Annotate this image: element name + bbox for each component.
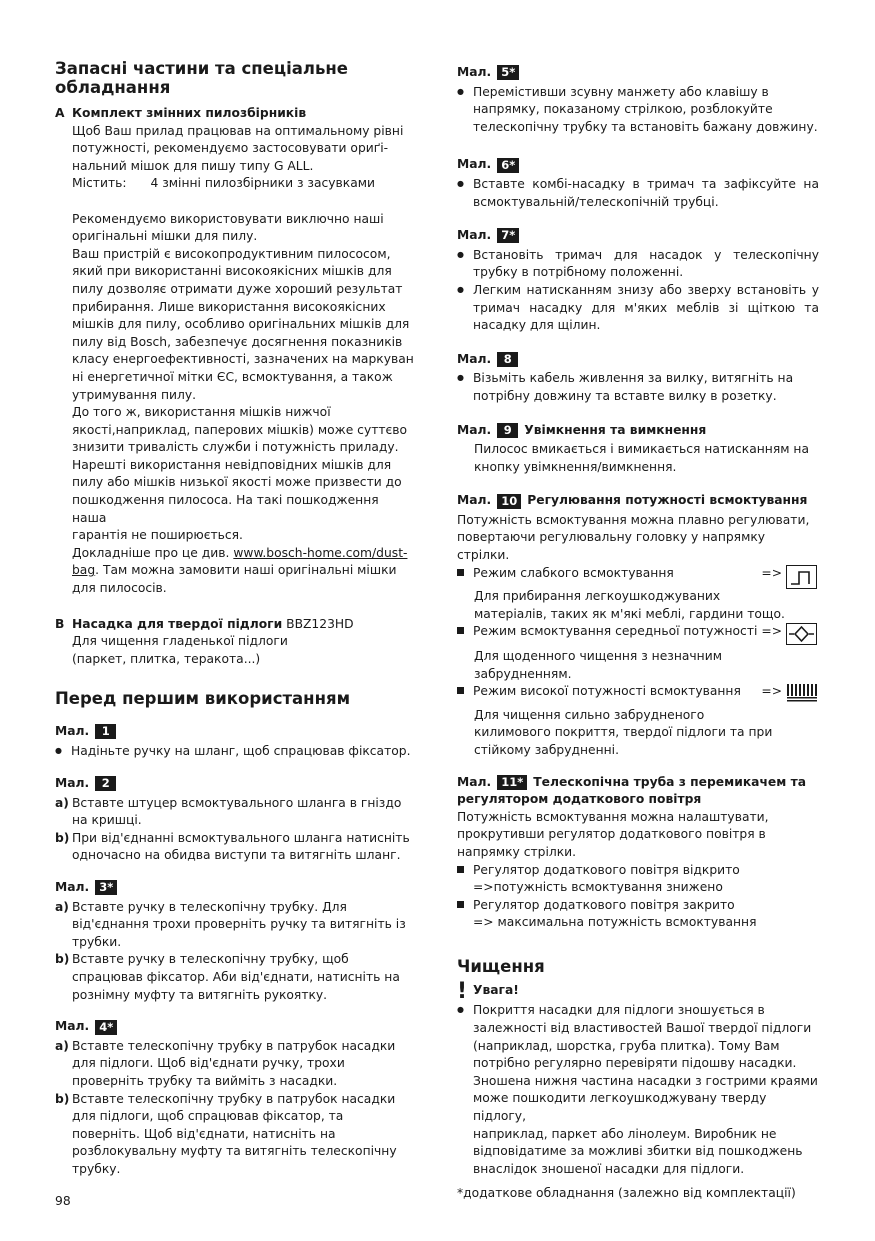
suction-mode-medium [457, 623, 819, 651]
figure-label: Мал. [457, 228, 492, 243]
text-line: для підлоги. Щоб від'єднати ручку, трохи [72, 1056, 345, 1071]
figure-title-cont: регулятором додаткового повітря [457, 792, 702, 807]
text-line: оригінальні мішки для пилу. [72, 229, 258, 244]
text-line: трубки. [72, 934, 122, 949]
text-line: килимового покриття, твердої підлоги та при [474, 725, 773, 740]
figure-label: Мал. [55, 776, 90, 791]
text-line: Нарешті використання невідповідних мішків для [72, 457, 392, 472]
bullet-icon [457, 370, 473, 405]
text-line: прокрутивши регулятор додаткового повітря в [457, 827, 766, 842]
list-item [457, 370, 819, 405]
section-b-marker: B [55, 616, 65, 631]
figure-5-heading [457, 64, 819, 82]
text-line: внаслідок зношеної насадки для підлоги. [473, 1161, 745, 1176]
bullet-icon [55, 743, 71, 762]
figure-title: Увімкнення та вимкнення [524, 422, 707, 437]
warning-title: Увага! [473, 983, 519, 998]
figure-1-heading [55, 723, 415, 741]
square-bullet-icon [457, 897, 473, 932]
bosch-dust-bag-link-cont[interactable]: bag [72, 563, 96, 578]
page-number: 98 [55, 1194, 71, 1208]
mode-description [457, 648, 819, 683]
list-item [55, 1038, 415, 1091]
text-line: Вставте ручку в телескопічну трубку, щоб [72, 952, 349, 967]
sub-marker: b) [55, 1091, 70, 1106]
bosch-dust-bag-link[interactable]: www.bosch-home.com/dust- [233, 545, 408, 560]
text-line: прибирання. Лише використання високоякісних [72, 299, 386, 314]
figure-label: Мал. [457, 774, 492, 789]
text-line: пилу або мішків низької якості може призвести до [72, 475, 402, 490]
text-line: телескопічну трубку та встановіть бажану довжину. [473, 119, 818, 134]
figure-number-badge: 1 [95, 724, 116, 739]
text-line: Перемістивши зсувну манжету або клавішу в [473, 84, 769, 99]
list-item [457, 1002, 819, 1178]
text-line: Пилосос вмикається і вимикається натисканням на [474, 442, 809, 457]
list-item [55, 899, 415, 952]
figure-label: Мал. [457, 65, 492, 79]
mode-name: Режим всмоктування середньої потужності [473, 624, 758, 639]
section-b-heading: Насадка для твердої підлоги [72, 616, 283, 631]
figure-9-heading [457, 422, 819, 440]
text-line: всмоктувальній/телескопічній трубці. [473, 194, 719, 209]
text-line: поверніть. Щоб від'єднати, натисніть на [72, 1126, 336, 1141]
text-line: => максимальна потужність всмоктування [473, 915, 757, 930]
mode-description [457, 588, 819, 623]
figure-6-heading [457, 156, 819, 174]
list-item [457, 84, 819, 137]
figure-11-heading [457, 774, 819, 792]
text-line: Щоб Ваш прилад працював на оптимальному рівні [72, 123, 404, 138]
text-line: Регулятор додаткового повітря закрито [473, 897, 735, 912]
list-item [55, 795, 415, 830]
text-line: від'єднання трохи проверніть ручку та витягніть із [72, 917, 406, 932]
text-line: класу енергоефективності, зазначених на маркуван [72, 352, 414, 367]
section-title-spare-parts: Запасні частини та спеціальне обладнання [55, 59, 348, 97]
square-bullet-icon [457, 623, 473, 641]
text-line: знизити тривалість служби і потужність приладу. [72, 440, 399, 455]
figure-number-badge: 2 [95, 776, 116, 791]
footnote: *додаткове обладнання (залежно від комплектації) [457, 1186, 796, 1200]
text-line: Встановіть тримач для насадок у телескопічну [473, 247, 819, 262]
mode-name: Режим слабкого всмоктування [473, 565, 674, 580]
figure-title: Регулювання потужності всмоктування [527, 493, 808, 508]
figure-label: Мал. [55, 880, 90, 895]
bullet-text: Надіньте ручку на шланг, щоб спрацював фіксатор. [71, 743, 411, 758]
text-line: Візьміть кабель живлення за вилку, витягніть на [473, 371, 794, 386]
text-line: на кришці. [72, 813, 142, 828]
text-line: проверніть трубку та вийміть з насадки. [72, 1074, 338, 1088]
section-b [55, 616, 415, 669]
low-power-icon [786, 565, 819, 595]
text-line: Легким натисканням знизу або зверху встановіть у [473, 282, 819, 297]
text-line: Покриття насадки для підлоги зношується в [473, 1003, 765, 1018]
figure-number-badge: 7* [497, 228, 519, 243]
section-title-first-use: Перед першим використанням [55, 689, 351, 709]
text-line: мішків для пилу, особливо оригінальних мішків для [72, 317, 410, 332]
section-title-cleaning: Чищення [457, 956, 545, 976]
list-item [457, 282, 819, 335]
figure-8-heading [457, 351, 819, 369]
list-item [457, 176, 819, 211]
sub-marker: a) [55, 795, 69, 810]
list-item [457, 897, 819, 932]
text-line: Регулятор додаткового повітря відкрито [473, 862, 740, 877]
text-line: потрібну довжину та вставте вилку в розетку. [473, 388, 777, 403]
section-a-body [72, 211, 415, 598]
text-line: повертаючи регулювальну головку у напрямку [457, 530, 766, 545]
text-line: До того ж, використання мішків нижчої [72, 405, 331, 420]
square-bullet-icon [457, 862, 473, 897]
text-line: насадку для щілин. [473, 318, 601, 333]
list-item [55, 1091, 415, 1179]
text-line: спрацював фіксатор. Аби від'єднати, натисніть на [72, 970, 400, 985]
text-line: =>потужність всмоктування знижено [473, 880, 723, 895]
section-b-model: BBZ123HD [282, 616, 354, 631]
text-line: пилу дозволяє отримати дуже хороший результат [72, 281, 403, 296]
text-fragment: Докладніше про це див. [72, 545, 234, 560]
section-a [55, 105, 415, 598]
text-line: може пошкодити легкоушкоджувану тверду підлогу, [473, 1091, 767, 1123]
figure-number-badge: 9 [497, 423, 518, 438]
figure-number-badge: 10 [497, 494, 521, 509]
text-line: Потужність всмоктування можна налаштувати, [457, 809, 769, 824]
figure-7-heading [457, 227, 819, 245]
text-line: рознімну муфту та витягніть рукоятку. [72, 987, 328, 1002]
text-line: Ваш пристрій є високопродуктивним пилососом, [72, 246, 391, 261]
text-line: для пилососів. [72, 581, 167, 596]
bullet-icon [457, 84, 473, 137]
bullet-icon [457, 247, 473, 282]
text-line: (паркет, плитка, теракота...) [72, 651, 261, 666]
text-line: Вставте телескопічну трубку в патрубок насадки [72, 1091, 396, 1106]
figure-number-badge: 4* [95, 1020, 117, 1035]
sub-marker: a) [55, 1038, 69, 1053]
figure-label: Мал. [55, 723, 90, 738]
text-line: ні енергетичної мітки ЄС, всмоктування, а також [72, 369, 393, 384]
text-fragment: . Там можна замовити наші оригінальні мішки [95, 563, 397, 578]
text-line: Вставте штуцер всмоктувального шланга в гніздо [72, 795, 402, 810]
figure-3-heading [55, 879, 415, 897]
text-line: пилу від Bosch, забезпечує досягнення показників [72, 334, 403, 349]
section-a-heading: Комплект змінних пилозбірників [72, 106, 307, 120]
text-line: напрямку стрілки. [457, 844, 577, 859]
warning-block [457, 979, 819, 1005]
text-line: Для прибирання легкоушкоджуваних [474, 589, 721, 604]
text-line: нальний мішок для пишу типу G ALL. [72, 158, 314, 173]
text-line: одночасно на обидва виступи та витягніть шланг. [72, 848, 401, 863]
text-line: забрудненням. [474, 666, 572, 681]
sub-marker: a) [55, 899, 69, 914]
text-line: наприклад, паркет або лінолеум. Виробник не [473, 1126, 777, 1141]
text-line: Для чищення сильно забрудненого [474, 707, 705, 722]
figure-title: Телескопічна труба з перемикачем та [533, 774, 807, 789]
figure-9-text [457, 441, 819, 476]
section-a-intro [55, 123, 415, 598]
figure-label: Мал. [457, 422, 492, 437]
figure-4-heading [55, 1018, 415, 1036]
text-line: пошкодження пилососа. На такі пошкодження наша [72, 493, 379, 525]
suction-mode-high [457, 683, 819, 709]
list-item [55, 743, 415, 762]
list-item [457, 862, 819, 897]
text-line: стійкому забрудненні. [474, 743, 619, 757]
mode-arrow: => [761, 624, 782, 639]
sub-marker: b) [55, 952, 70, 967]
link-line-2 [72, 562, 415, 580]
link-line [72, 545, 415, 563]
text-line: розблокувальну муфту та витягніть телескопічну [72, 1144, 397, 1159]
text-line: потрібно регулярно перевіряти підошву насадки. [473, 1056, 797, 1071]
mode-name: Режим високої потужності всмоктування [473, 684, 741, 699]
text-line: який при використанні високоякісних мішків для [72, 264, 392, 279]
figure-2-heading [55, 775, 415, 793]
text-line: Потужність всмоктування можна плавно регулювати, [457, 512, 810, 527]
mode-arrow: => [761, 684, 782, 699]
text-line: Для чищення гладенької підлоги [72, 634, 288, 649]
bullet-icon [457, 1002, 473, 1178]
text-line: стрілки. [457, 548, 510, 563]
high-power-icon [786, 683, 819, 709]
text-line: залежності від властивостей Вашої твердої підлоги [473, 1021, 812, 1036]
figure-label: Мал. [55, 1019, 90, 1034]
text-line: При від'єднанні всмоктувального шланга натисніть [72, 830, 410, 845]
text-line: Рекомендуємо використовувати виключно наші [72, 211, 384, 226]
text-line: матеріалів, таких як м'які меблі, гардини тощо. [474, 606, 785, 621]
text-line: відповідатиме за можливі збитки від пошкоджень [473, 1144, 803, 1159]
mode-arrow: => [761, 565, 782, 580]
text-line: потужності, рекомендуємо застосовувати ориґі- [72, 141, 389, 156]
figure-number-badge: 11* [497, 775, 527, 790]
right-column [457, 60, 819, 1178]
text-line: Вставте комбі-насадку в тримач та зафіксуйте на [473, 176, 819, 191]
bullet-icon [457, 282, 473, 335]
list-item [457, 247, 819, 282]
text-line: якості,наприклад, паперових мішків) може суттєво [72, 422, 408, 437]
figure-10-heading [457, 492, 819, 510]
text-line: трубку в потрібному положенні. [473, 265, 684, 280]
left-column [55, 60, 415, 1179]
figure-label: Мал. [457, 493, 492, 508]
square-bullet-icon [457, 565, 473, 583]
list-item [55, 951, 415, 1004]
figure-number-badge: 8 [497, 352, 518, 367]
text-line: Зношена нижня частина насадки з гострими краями [473, 1073, 818, 1088]
figure-label: Мал. [457, 351, 492, 366]
contains-value: 4 змінні пилозбірники з засувками [150, 176, 376, 191]
square-bullet-icon [457, 683, 473, 701]
text-line: напрямку, показаному стрілкою, розблокуйте [473, 102, 773, 117]
text-line: гарантія не поширюється. [72, 528, 243, 543]
figure-number-badge: 6* [497, 158, 519, 173]
text-line: (наприклад, шорстка, груба плитка). Тому Вам [473, 1038, 780, 1053]
text-line: Для щоденного чищення з незначним [474, 649, 722, 664]
text-line: трубку. [72, 1161, 121, 1176]
medium-power-icon [786, 623, 819, 651]
section-a-marker: A [55, 106, 65, 120]
contains-row [72, 175, 415, 193]
warning-icon: ! [457, 979, 468, 1005]
bullet-icon [457, 176, 473, 211]
text-line: для підлоги, щоб спрацював фіксатор, та [72, 1109, 344, 1124]
figure-10-text [457, 512, 819, 565]
figure-number-badge: 3* [95, 880, 117, 895]
text-line: Вставте телескопічну трубку в патрубок насадки [72, 1038, 396, 1053]
contains-label: Містить: [72, 176, 127, 191]
text-line: тримач насадку для м'яких меблів зі щіткою та [473, 300, 819, 315]
figure-11-text [457, 809, 819, 862]
text-line: Вставте ручку в телескопічну трубку. Для [72, 899, 347, 914]
figure-label: Мал. [457, 157, 492, 172]
figure-number-badge: 5* [497, 65, 519, 80]
sub-marker: b) [55, 830, 70, 845]
mode-description [457, 707, 819, 760]
text-line: кнопку увімкнення/вимкнення. [474, 459, 677, 474]
text-line: утримування пилу. [72, 387, 197, 402]
list-item [55, 830, 415, 865]
